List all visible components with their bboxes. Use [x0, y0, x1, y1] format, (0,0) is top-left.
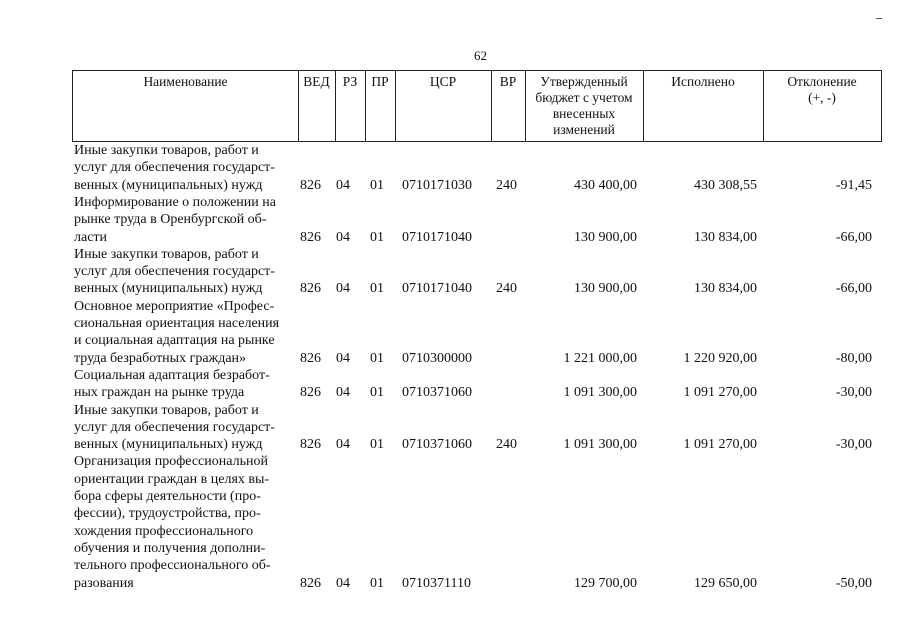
cell-rz: 04: [336, 350, 350, 366]
cell-rz: 04: [336, 385, 350, 401]
header-approved-line: внесенных: [552, 106, 616, 121]
cell-vr: 240: [496, 177, 517, 193]
row-name-line: бора сферы деятельности (про-: [74, 489, 261, 504]
table-header: [72, 70, 882, 142]
row-name-line: услуг для обеспечения государст-: [74, 160, 275, 176]
header-deviation-line: (+, -): [808, 90, 836, 105]
cell-csr: 0710171030: [402, 177, 472, 193]
cell-approved: 1 091 300,00: [563, 385, 637, 401]
row-name-line: и социальная адаптация на рынке: [74, 333, 275, 349]
row-name-line: труда безработных граждан»: [74, 350, 247, 366]
cell-ved: 826: [300, 281, 321, 297]
cell-rz: 04: [336, 229, 350, 245]
row-name-line: венных (муниципальных) нужд: [74, 281, 263, 297]
row-name-line: Иные закупки товаров, работ и: [74, 143, 259, 158]
cell-ved: 826: [300, 385, 321, 401]
header-approved: [525, 74, 643, 138]
cell-rz: 04: [336, 281, 350, 297]
cell-pr: 01: [370, 229, 384, 245]
cell-csr: 0710371060: [402, 437, 472, 453]
header-deviation: [763, 74, 881, 106]
header-name: Наименование: [143, 74, 228, 89]
cell-csr: 0710371110: [402, 575, 471, 591]
cell-deviation: -30,00: [835, 385, 872, 401]
row-name-line: Организация профессиональной: [74, 454, 268, 470]
cell-csr: 0710371060: [402, 385, 472, 401]
row-name-line: фессии), трудоустройства, про-: [74, 506, 261, 522]
cell-approved: 130 900,00: [574, 281, 637, 297]
cell-ved: 826: [300, 575, 321, 591]
row-name-line: услуг для обеспечения государст-: [74, 264, 275, 280]
cell-ved: 826: [300, 177, 321, 193]
cell-executed: 1 091 270,00: [683, 385, 757, 401]
header-approved-line: изменений: [553, 122, 615, 137]
cell-pr: 01: [370, 385, 384, 401]
row-name-line: венных (муниципальных) нужд: [74, 177, 263, 193]
cell-rz: 04: [336, 575, 350, 591]
row-name-line: Информирование о положении на: [74, 194, 276, 210]
cell-pr: 01: [370, 177, 384, 193]
header-vr: ВР: [499, 74, 517, 89]
row-name-line: ласти: [74, 229, 108, 245]
cell-executed: 430 308,55: [694, 177, 757, 193]
cell-vr: 240: [496, 437, 517, 453]
cell-pr: 01: [370, 575, 384, 591]
page-number: 62: [474, 48, 487, 63]
row-name-line: ных граждан на рынке труда: [74, 385, 245, 401]
cell-approved: 129 700,00: [574, 575, 637, 591]
cell-approved: 1 221 000,00: [563, 350, 637, 366]
cell-ved: 826: [300, 437, 321, 453]
header-executed: Исполнено: [671, 74, 735, 89]
row-name-line: хождения профессионального: [74, 523, 254, 539]
row-name-line: Иные закупки товаров, работ и: [74, 402, 259, 418]
cell-deviation: -30,00: [835, 437, 872, 453]
cell-approved: 1 091 300,00: [563, 437, 637, 453]
cell-pr: 01: [370, 437, 384, 453]
cell-csr: 0710171040: [402, 229, 472, 245]
cell-vr: 240: [496, 281, 517, 297]
cell-csr: 0710171040: [402, 281, 472, 297]
cell-executed: 129 650,00: [694, 575, 757, 591]
cell-executed: 130 834,00: [694, 281, 757, 297]
row-name-line: сиональная ориентация населения: [74, 316, 280, 331]
cell-rz: 04: [336, 437, 350, 453]
row-name-line: тельного профессионального об-: [74, 558, 271, 574]
cell-pr: 01: [370, 350, 384, 366]
cell-approved: 130 900,00: [574, 229, 637, 245]
cell-deviation: -91,45: [835, 177, 872, 193]
row-name-line: венных (муниципальных) нужд: [74, 437, 263, 453]
cell-deviation: -80,00: [835, 350, 872, 366]
row-name-line: Иные закупки товаров, работ и: [74, 246, 259, 262]
cell-csr: 0710300000: [402, 350, 472, 366]
row-name-line: обучения и получения дополни-: [74, 540, 266, 556]
row-name-line: рынке труда в Оренбургской об-: [74, 212, 267, 228]
cell-deviation: -66,00: [835, 281, 872, 297]
header-csr: ЦСР: [429, 74, 457, 89]
cell-executed: 1 220 920,00: [683, 350, 757, 366]
row-name-line: услуг для обеспечения государст-: [74, 419, 275, 435]
header-ved: ВЕД: [303, 74, 330, 89]
header-deviation-line: Отклонение: [787, 74, 857, 89]
cell-approved: 430 400,00: [574, 177, 637, 193]
header-approved-line: Утвержденный: [540, 74, 628, 89]
row-name-line: разования: [74, 575, 134, 591]
cell-deviation: -50,00: [835, 575, 872, 591]
cell-ved: 826: [300, 229, 321, 245]
cell-deviation: -66,00: [835, 229, 872, 245]
cell-executed: 130 834,00: [694, 229, 757, 245]
row-name-line: Основное мероприятие «Профес-: [74, 298, 275, 314]
row-name-line: ориентации граждан в целях вы-: [74, 471, 270, 487]
header-pr: ПР: [371, 74, 389, 89]
cell-ved: 826: [300, 350, 321, 366]
cell-pr: 01: [370, 281, 384, 297]
cell-rz: 04: [336, 177, 350, 193]
header-rz: РЗ: [342, 74, 358, 89]
cell-executed: 1 091 270,00: [683, 437, 757, 453]
row-name-line: Социальная адаптация безработ-: [74, 367, 270, 383]
header-approved-line: бюджет с учетом: [535, 90, 633, 105]
corner-mark: [876, 18, 882, 19]
